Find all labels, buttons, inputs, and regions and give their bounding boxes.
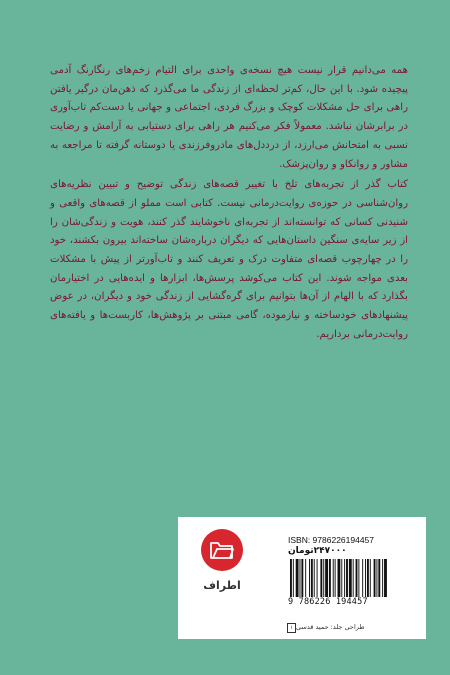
blurb-paragraph-1: همه می‌دانیم قرار نیست هیچ نسخه‌ی واحدی برای التیام زخم‌های رنگارنگ آدمی پیچیده شود. با این حال، کم‌تر لحظه‌ای از زندگی ما می‌گذرد که ذهن‌مان درگیر یافتن راهی برای حل مشکلات کوچک و بزرگ فردی، اجتماعی و جهانی یا دست‌کم تاب‌آوری در برابرشان نباشد. معمولاً فکر می‌کنیم هر راهی برای دستیابی به آرامش و رضایت نسبی به امتحانش می‌ارزد، از درددل‌های مادرو‌فرزندی یا دوستانه گرفته تا مراجعه به مشاور و روانکاو و روان‌پزشک. (50, 65, 408, 170)
isbn-block (288, 535, 416, 607)
isbn-card (178, 517, 426, 639)
folder-icon (201, 529, 243, 571)
isbn-text: ISBN: 9786226194457 (288, 535, 375, 545)
small-mark-icon: ۱ (287, 623, 296, 633)
back-cover-blurb (50, 62, 408, 347)
price-text: ۲۴۷۰۰۰تومان (288, 546, 347, 556)
publisher-logo (192, 529, 252, 592)
barcode (288, 559, 412, 597)
publisher-name: اطراف (203, 579, 241, 592)
cover-designer-credit: طراحی جلد: حمید قدسی (296, 623, 365, 631)
blurb-paragraph-2: کتاب گذر از تجربه‌های تلخ با تغییر قصه‌های زندگی توضیح و تبیین نظریه‌های روان‌شناسی در حوزه‌ی روایت‌درمانی نیست. کتابی است مملو از قصه‌های واقعی و شنیدنی کسانی که توانسته‌اند از تجربه‌ای ناخوشایند گذر کنند، هویت و زندگی‌شان را از زیر سایه‌ی سنگین داستان‌هایی که دیگران درباره‌شان ساخته‌اند بیرون بکشند، خود را در چهارچوب قصه‌ای متفاوت درک و تعریف کنند و تاب‌آورتر از پیش با مشکلات بعدی مواجه شوند. این کتاب می‌کوشد پرسش‌ها، ابزارها و ایده‌هایی در اختیارمان بگذارد که با الهام از آن‌ها بتوانیم برای گره‌گشایی از زندگی خود و دیگران، در عوض پیشنهادهای خودساخته و نیازموده، گامی مبتنی بر پژوهش‌ها، کاربست‌ها و یافته‌های روایت‌درمانی برداریم. (50, 179, 408, 340)
barcode-digits: 9 786226 194457 (288, 597, 368, 607)
